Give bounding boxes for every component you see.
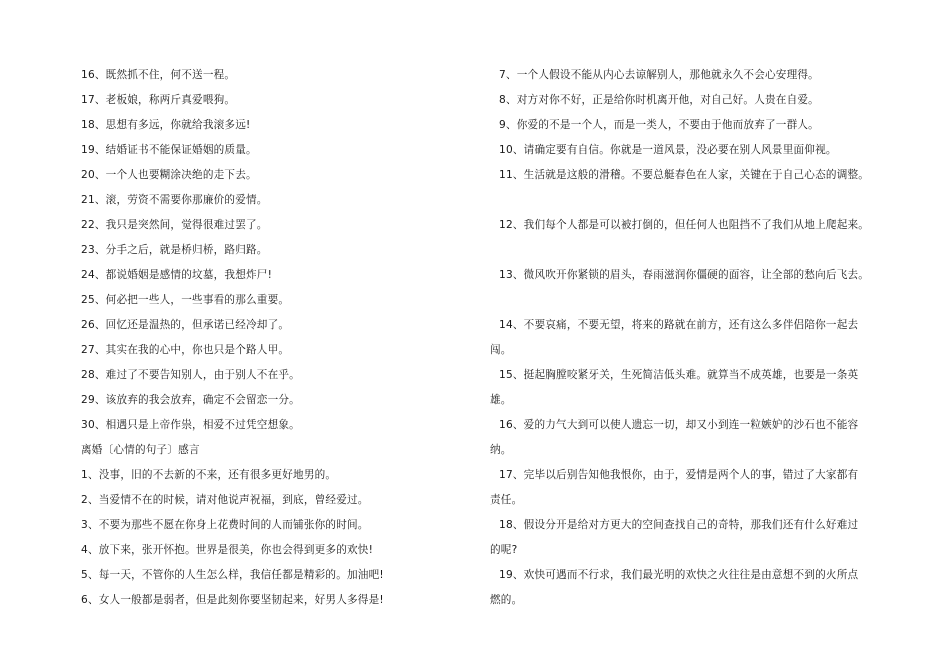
text-line: 28、难过了不要告知别人，由于别人不在乎。 bbox=[81, 369, 300, 381]
text-line: 17、完毕以后别告知他我恨你，由于，爱情是两个人的事，错过了大家都有 bbox=[499, 469, 859, 481]
text-line: 16、既然抓不住，何不送一程。 bbox=[81, 69, 236, 81]
text-line-continuation: 纳。 bbox=[490, 444, 512, 456]
section-heading: 离婚〔心情的句子〕感言 bbox=[81, 444, 200, 456]
text-line: 29、该放弃的我会放弃，确定不会留恋一分。 bbox=[81, 394, 300, 406]
text-line: 18、思想有多远，你就给我滚多远! bbox=[81, 119, 251, 131]
text-line: 17、老板娘，称两斤真爱喂狗。 bbox=[81, 94, 236, 106]
text-line: 12、我们每个人都是可以被打倒的，但任何人也阻挡不了我们从地上爬起来。 bbox=[499, 219, 870, 231]
text-line: 15、挺起胸膛咬紧牙关，生死简洁低头难。就算当不成英雄，也要是一条英 bbox=[499, 369, 859, 381]
text-line-continuation: 燃的。 bbox=[490, 594, 523, 606]
text-line: 16、爱的力气大到可以使人遗忘一切，却又小到连一粒嫉妒的沙石也不能容 bbox=[499, 419, 859, 431]
text-line: 22、我只是突然间，觉得很难过罢了。 bbox=[81, 219, 268, 231]
text-line-continuation: 闯。 bbox=[490, 344, 512, 356]
text-line: 5、每一天，不管你的人生怎么样，我信任都是精彩的。加油吧! bbox=[81, 569, 384, 581]
text-line: 19、结婚证书不能保证婚姻的质量。 bbox=[81, 144, 257, 156]
text-line: 9、你爱的不是一个人，而是一类人，不要由于他而放弃了一群人。 bbox=[499, 119, 819, 131]
text-line: 11、生活就是这般的滑稽。不要总艇春色在人家，关键在于自己心态的调整。 bbox=[499, 169, 870, 181]
text-line: 27、其实在我的心中，你也只是个路人甲。 bbox=[81, 344, 290, 356]
text-line-continuation: 责任。 bbox=[490, 494, 523, 506]
text-line: 21、滚，劳资不需要你那廉价的爱情。 bbox=[81, 194, 268, 206]
text-line: 2、当爱情不在的时候，请对他说声祝福，到底，曾经爱过。 bbox=[81, 494, 369, 506]
text-line: 30、相遇只是上帝作祟，相爱不过凭空想象。 bbox=[81, 419, 300, 431]
text-line: 1、没事，旧的不去新的不来，还有很多更好地男的。 bbox=[81, 469, 337, 481]
text-line: 10、请确定要有自信。你就是一道风景，没必要在别人风景里面仰视。 bbox=[499, 144, 837, 156]
text-line: 26、回忆还是温热的，但承诺已经冷却了。 bbox=[81, 319, 290, 331]
text-line: 18、假设分开是给对方更大的空间查找自己的奇特，那我们还有什么好难过 bbox=[499, 519, 859, 531]
text-line: 6、女人一般都是弱者，但是此刻你要坚韧起来，好男人多得是! bbox=[81, 594, 384, 606]
text-line: 14、不要哀痛，不要无望，将来的路就在前方，还有这么多伴侣陪你一起去 bbox=[499, 319, 859, 331]
text-line: 25、何必把一些人，一些事看的那么重要。 bbox=[81, 294, 290, 306]
text-line: 23、分手之后，就是桥归桥，路归路。 bbox=[81, 244, 268, 256]
text-line: 8、对方对你不好，正是给你时机离开他，对自己好。人贵在自爱。 bbox=[499, 94, 819, 106]
text-line: 3、不要为那些不愿在你身上花费时间的人而铺张你的时间。 bbox=[81, 519, 369, 531]
text-line: 19、欢快可遇而不行求，我们最光明的欢快之火往往是由意想不到的火所点 bbox=[499, 569, 859, 581]
text-line: 24、都说婚姻是感情的坟墓，我想炸尸! bbox=[81, 269, 273, 281]
text-line: 4、放下来，张开怀抱。世界是很美，你也会得到更多的欢快! bbox=[81, 544, 374, 556]
text-line: 7、一个人假设不能从内心去谅解别人，那他就永久不会心安理得。 bbox=[499, 69, 819, 81]
text-line: 20、一个人也要糊涂决绝的走下去。 bbox=[81, 169, 257, 181]
text-line: 13、微风吹开你紧锁的眉头，春雨滋润你僵硬的面容，让全部的愁向后飞去。 bbox=[499, 269, 870, 281]
text-line-continuation: 雄。 bbox=[490, 394, 512, 406]
text-line-continuation: 的呢? bbox=[490, 544, 518, 556]
